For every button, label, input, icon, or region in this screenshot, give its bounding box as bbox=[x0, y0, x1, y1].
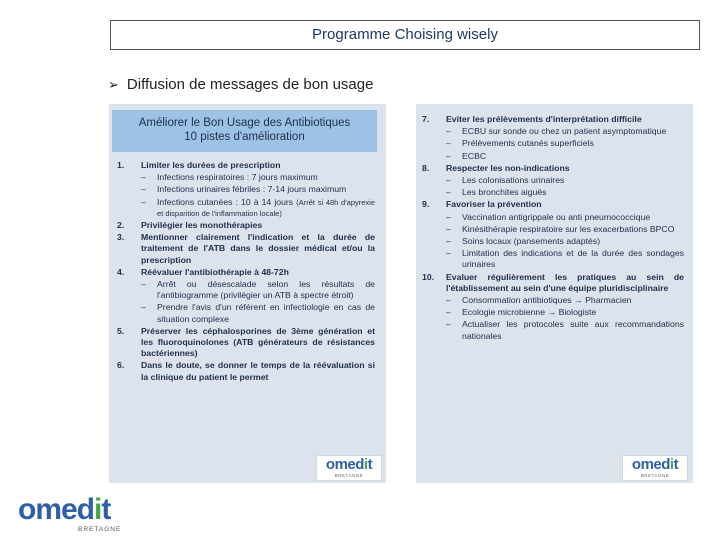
left-list bbox=[117, 160, 375, 384]
list-item: 8. Respecter les non-indications bbox=[422, 162, 570, 173]
right-panel-logo: omedit BRETAGNE bbox=[622, 455, 688, 481]
sub-item: – Prélèvements cutanés superficiels bbox=[446, 138, 594, 149]
sub-item: – Actualiser les protocoles suite aux recommandations nationales bbox=[446, 319, 684, 341]
arrow-bullet-icon: ➢ bbox=[108, 77, 119, 92]
section-heading-text: Diffusion de messages de bon usage bbox=[126, 76, 374, 93]
sub-item: – Les bronchites aiguës bbox=[446, 187, 547, 198]
list-item: 3. Mentionner clairement l'indication et la durée de traitement de l'ATB dans le dossier médical et/ou la prescription bbox=[117, 232, 375, 265]
list-item: 1. Limiter les durées de prescription bbox=[117, 160, 281, 170]
sub-item: – ECBU sur sonde ou chez un patient asymptomatique bbox=[446, 126, 667, 137]
list-item: 7. Eviter les prélèvements d'interprétation difficile bbox=[422, 114, 642, 124]
list-item: 4. Réévaluer l'antibiothérapie à 48-72h bbox=[117, 266, 289, 277]
sub-item: – Limitation des indications et de la durée des sondages urinaires bbox=[446, 248, 684, 270]
right-list bbox=[422, 114, 684, 343]
sub-item: – Consommation antibiotiques → Pharmacien bbox=[446, 295, 632, 306]
list-item: 10. Evaluer régulièrement les pratiques au sein de l'établissement au sein d'une équipe pluridisciplinaire bbox=[422, 271, 684, 293]
sub-item: – ECBC bbox=[446, 150, 487, 161]
banner bbox=[112, 110, 377, 152]
sub-item: – Les colonisations urinaires bbox=[446, 175, 565, 186]
list-item: 5. Préserver les céphalosporines de 3ème génération et les fluoroquinolones (ATB générateurs de résistances bactériennes) bbox=[117, 325, 375, 359]
sub-item: – Infections respiratoires : 7 jours maximum bbox=[141, 172, 318, 183]
banner-line-1: Améliorer le Bon Usage des Antibiotiques bbox=[138, 117, 351, 129]
page-title: Programme Choising wisely bbox=[312, 26, 498, 43]
sub-item: – Prendre l'avis d'un référent en infectiologie en cas de situation complexe bbox=[141, 302, 375, 324]
sub-item: – Kinésithérapie respiratoire sur les exacerbations BPCO bbox=[446, 223, 675, 234]
sub-item: – Soins locaux (pansements adaptés) bbox=[446, 236, 601, 247]
list-item: 9. Favoriser la prévention bbox=[422, 199, 542, 210]
sub-item: – Infections cutanées : 10 à 14 jours (Arrêt si 48h d'apyrexie et disparition de l'inflammation locale) bbox=[141, 196, 376, 218]
sub-item: – Arrêt ou désescalade selon les résultats de l'antibiogramme (privilégier un ATB à spectre étroit) bbox=[141, 279, 375, 301]
list-item: 6. Dans le doute, se donner le temps de la réévaluation si la clinique du patient le permet bbox=[117, 360, 375, 382]
list-item: 2. Privilégier les monothérapies bbox=[117, 220, 263, 231]
left-panel-logo: omedit BRETAGNE bbox=[316, 455, 382, 481]
sub-item: – Vaccination antigrippale ou anti pneumococcique bbox=[446, 211, 651, 222]
title-box bbox=[110, 20, 700, 50]
sub-item: – Infections urinaires fébriles : 7-14 jours maximum bbox=[141, 184, 347, 195]
omedit-logo: omedit BRETAGNE bbox=[18, 493, 122, 533]
sub-item: – Ecologie microbienne → Biologiste bbox=[446, 307, 597, 318]
banner-line-2: 10 pistes d'amélioration bbox=[184, 131, 305, 143]
section-heading bbox=[108, 76, 373, 93]
